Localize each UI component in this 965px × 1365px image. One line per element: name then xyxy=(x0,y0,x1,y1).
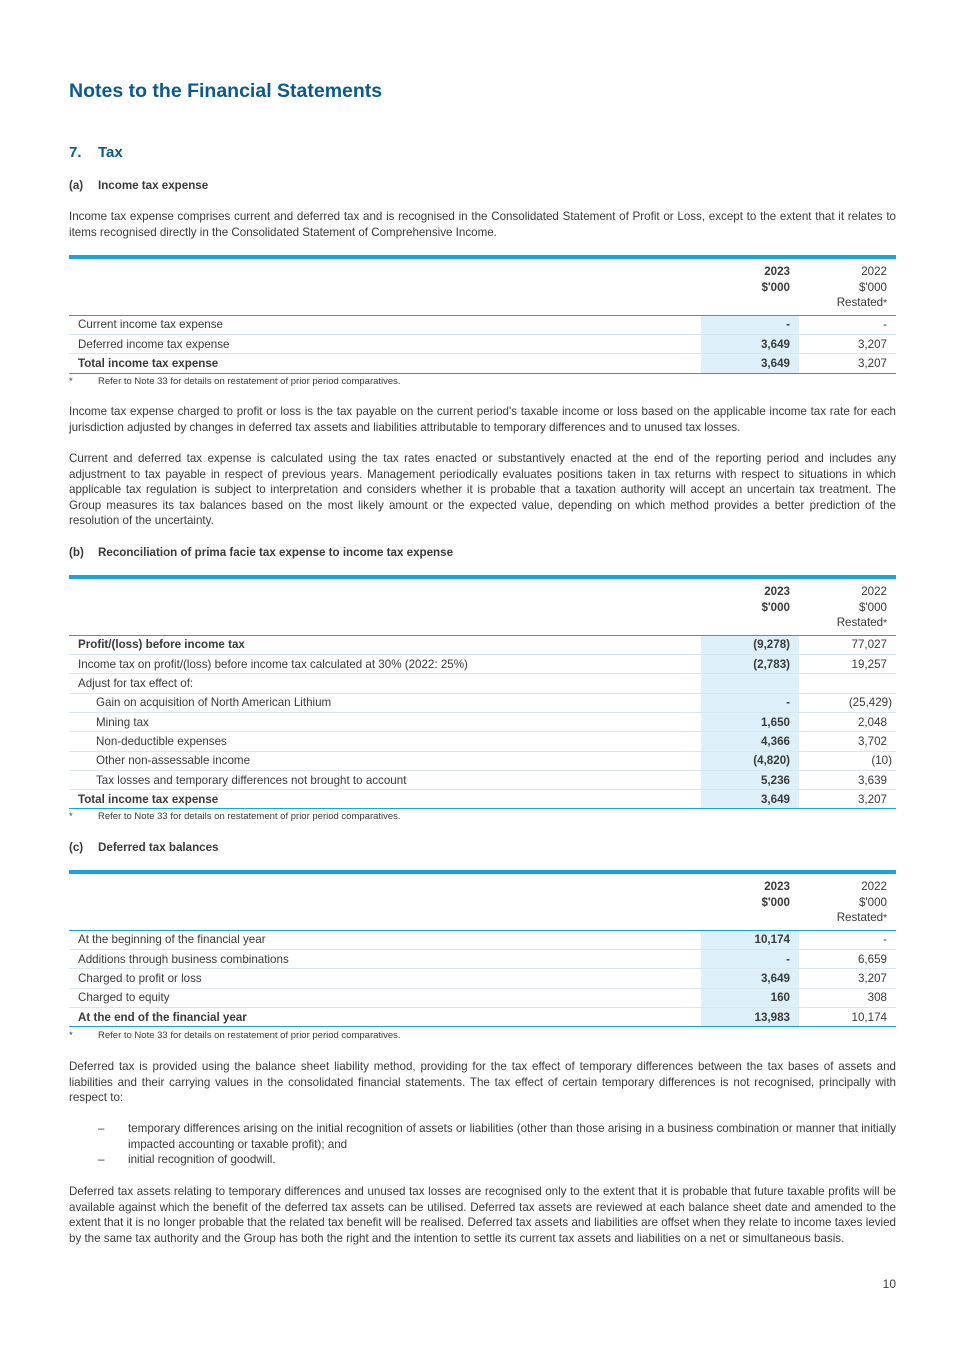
list-item-text: temporary differences arising on the initial recognition of assets or liabilities (other than those arising in a business combination or manner that initially impacted accounting or taxable profit); and xyxy=(128,1122,896,1151)
row-label: Additions through business combinations xyxy=(69,950,701,969)
row-label: Charged to profit or loss xyxy=(69,969,701,988)
header-2022-line xyxy=(799,895,887,911)
total-label: Total income tax expense xyxy=(69,790,701,809)
income-tax-intro: Income tax expense comprises current and deferred tax and is recognised in the Consolidated Statement of Profit or Loss, except to the extent that it relates to items recognised directly in the Consolidated Statement of Comprehensive Income. xyxy=(69,210,896,239)
header-2022-line xyxy=(799,910,887,927)
total-row xyxy=(69,1007,896,1026)
value-2022: 3,702 xyxy=(799,732,896,751)
value-2023: 3,649 xyxy=(701,969,799,988)
header-2022-line xyxy=(799,295,887,312)
row-label: Non-deductible expenses xyxy=(69,732,701,751)
value-2022: 3,207 xyxy=(799,335,896,354)
footnote-a xyxy=(69,376,401,387)
table-row xyxy=(69,315,896,334)
footnote-b xyxy=(69,811,401,822)
table-row xyxy=(69,732,896,751)
deferred-tax-exceptions-list xyxy=(69,1121,896,1168)
value-2022: - xyxy=(799,315,896,334)
total-row xyxy=(69,790,896,809)
table-header-row xyxy=(69,257,896,315)
total-2022: 3,207 xyxy=(799,790,896,809)
total-2023: 3,649 xyxy=(701,790,799,809)
value-2022: (10) xyxy=(799,751,896,770)
subsection-b-heading xyxy=(69,546,453,559)
header-2022-line xyxy=(799,280,887,296)
dash-bullet: – xyxy=(98,1122,105,1135)
header-2023-line: 2023 xyxy=(764,265,790,278)
deferred-tax-para-1: Deferred tax is provided using the balance sheet liability method, providing for the tax effect of temporary differences between the tax bases of assets and liabilities and their carrying values in the consolidated financial statements. The tax effect of certain temporary differences is not recognised, principally with respect to: xyxy=(69,1060,896,1105)
table-row xyxy=(69,969,896,988)
table-row xyxy=(69,635,896,654)
header-2022-text: Restated xyxy=(836,616,884,630)
restated-asterisk: * xyxy=(883,618,887,630)
list-item-text: initial recognition of goodwill. xyxy=(128,1153,276,1167)
value-2023: (9,278) xyxy=(701,635,799,654)
row-label: Adjust for tax effect of: xyxy=(69,674,701,693)
total-label: Total income tax expense xyxy=(69,354,701,373)
row-label: Profit/(loss) before income tax xyxy=(69,635,701,654)
section-heading xyxy=(69,144,123,161)
total-2023: 13,983 xyxy=(701,1007,799,1026)
header-2023-line: $'000 xyxy=(761,280,790,294)
footnote-text: Refer to Note 33 for details on restatement of prior period comparatives. xyxy=(98,376,401,387)
footnote-text: Refer to Note 33 for details on restatement of prior period comparatives. xyxy=(98,1030,401,1041)
value-2022: 308 xyxy=(799,988,896,1007)
dash-bullet: – xyxy=(98,1153,105,1167)
page-number: 10 xyxy=(882,1277,896,1291)
header-2023-line: $'000 xyxy=(761,600,790,614)
header-2022 xyxy=(799,257,896,315)
total-2022: 10,174 xyxy=(799,1007,896,1026)
deferred-tax-para-2: Deferred tax assets relating to temporary differences and unused tax losses are recognised only to the extent that it is probable that future taxable profits will be available against which the benefit of the deferred tax assets can be utilised. Deferred tax assets are reviewed at each balance sheet date and amended to the extent that it is no longer probable that the related tax benefit will be realised. Deferred tax assets and liabilities are offset when they relate to income taxes levied by the same tax authority and the Group has both the right and the intention to settle its current tax assets and liabilities on a net or simultaneous basis. xyxy=(69,1185,896,1245)
table-row xyxy=(69,693,896,712)
subsection-a-title: Income tax expense xyxy=(98,179,209,192)
value-2022 xyxy=(799,674,896,693)
subsection-c-label: (c) xyxy=(69,841,84,854)
row-label: Deferred income tax expense xyxy=(69,335,701,354)
value-2023: (4,820) xyxy=(701,751,799,770)
table-row xyxy=(69,674,896,693)
header-2022-text: $'000 xyxy=(858,895,887,909)
table-row xyxy=(69,335,896,354)
value-2023 xyxy=(701,674,799,693)
header-2022 xyxy=(799,577,896,635)
row-label: Charged to equity xyxy=(69,988,701,1007)
header-blank xyxy=(69,577,701,635)
value-2022: 77,027 xyxy=(799,635,896,654)
value-2023: 3,649 xyxy=(701,335,799,354)
value-2022: 3,639 xyxy=(799,770,896,789)
income-tax-para-1: Income tax expense charged to profit or loss is the tax payable on the current period's taxable income or loss based on the applicable income tax rate for each jurisdiction adjusted by changes in deferred tax assets and liabilities attributable to temporary differences and to unused tax losses. xyxy=(69,405,896,434)
value-2023: 1,650 xyxy=(701,712,799,731)
footnote-marker: * xyxy=(69,811,73,822)
page-title: Notes to the Financial Statements xyxy=(69,80,383,102)
value-2023: 5,236 xyxy=(701,770,799,789)
table-row xyxy=(69,751,896,770)
value-2022: 19,257 xyxy=(799,655,896,674)
total-row xyxy=(69,354,896,373)
table-row xyxy=(69,655,896,674)
table-header-row xyxy=(69,872,896,930)
section-number: 7. xyxy=(69,144,82,161)
total-label: At the end of the financial year xyxy=(69,1007,701,1026)
value-2023: 160 xyxy=(701,988,799,1007)
row-label: Tax losses and temporary differences not brought to account xyxy=(69,770,701,789)
row-label: Gain on acquisition of North American Lithium xyxy=(69,693,701,712)
reconciliation-table xyxy=(69,575,896,809)
list-item xyxy=(69,1152,896,1168)
footnote-marker: * xyxy=(69,1030,73,1041)
value-2023: 10,174 xyxy=(701,930,799,949)
header-2022-line xyxy=(799,584,887,600)
value-2022: - xyxy=(799,930,896,949)
header-blank xyxy=(69,872,701,930)
subsection-c-heading xyxy=(69,841,219,854)
header-2022-text: 2022 xyxy=(861,585,887,598)
row-label: Other non-assessable income xyxy=(69,751,701,770)
table-row xyxy=(69,712,896,731)
subsection-b-title: Reconciliation of prima facie tax expense to income tax expense xyxy=(98,546,454,559)
subsection-a-label: (a) xyxy=(69,179,84,192)
footnote-text: Refer to Note 33 for details on restatement of prior period comparatives. xyxy=(98,811,401,822)
row-label: Mining tax xyxy=(69,712,701,731)
row-label: Income tax on profit/(loss) before income tax calculated at 30% (2022: 25%) xyxy=(69,655,701,674)
value-2023: - xyxy=(701,693,799,712)
restated-asterisk: * xyxy=(883,913,887,925)
footnote-c xyxy=(69,1030,401,1041)
income-tax-para-2: Current and deferred tax expense is calculated using the tax rates enacted or substantively enacted at the end of the reporting period and includes any adjustment to tax payable in respect of previous years. Management periodically evaluates positions taken in tax returns with respect to situations in which applicable tax regulation is subject to interpretation and considers whether it is probable that a taxation authority will accept an uncertain tax treatment. The Group measures its tax balances based on the most likely amount or the expected value, depending on which method provides a better prediction of the resolution of the uncertainty. xyxy=(69,452,896,528)
header-2023-line: 2023 xyxy=(764,880,790,893)
deferred-tax-table xyxy=(69,870,896,1027)
value-2022: 2,048 xyxy=(799,712,896,731)
total-2022: 3,207 xyxy=(799,354,896,373)
header-2022-text: $'000 xyxy=(858,600,887,614)
header-2022 xyxy=(799,872,896,930)
table-header-row xyxy=(69,577,896,635)
header-2022-line xyxy=(799,615,887,632)
header-2022-line xyxy=(799,264,887,280)
header-2023-line: $'000 xyxy=(761,895,790,909)
value-2023: (2,783) xyxy=(701,655,799,674)
value-2023: - xyxy=(701,950,799,969)
value-2022: (25,429) xyxy=(799,693,896,712)
header-blank xyxy=(69,257,701,315)
subsection-b-label: (b) xyxy=(69,546,84,559)
header-2022-text: 2022 xyxy=(861,880,887,893)
row-label: At the beginning of the financial year xyxy=(69,930,701,949)
header-2022-text: Restated xyxy=(836,911,884,925)
header-2022-text: 2022 xyxy=(861,265,887,278)
header-2023-line: 2023 xyxy=(764,585,790,598)
subsection-a-heading xyxy=(69,179,208,192)
header-2022-line xyxy=(799,600,887,616)
row-label: Current income tax expense xyxy=(69,315,701,334)
table-row xyxy=(69,988,896,1007)
value-2023: - xyxy=(701,315,799,334)
subsection-c-title: Deferred tax balances xyxy=(98,841,219,854)
footnote-marker: * xyxy=(69,376,73,387)
header-2023 xyxy=(701,257,799,315)
header-2022-text: $'000 xyxy=(858,280,887,294)
value-2023: 4,366 xyxy=(701,732,799,751)
value-2022: 3,207 xyxy=(799,969,896,988)
table-row xyxy=(69,930,896,949)
list-item xyxy=(69,1121,896,1152)
table-row xyxy=(69,770,896,789)
income-tax-table xyxy=(69,255,896,374)
header-2023 xyxy=(701,577,799,635)
header-2023 xyxy=(701,872,799,930)
header-2022-text: Restated xyxy=(836,296,884,310)
restated-asterisk: * xyxy=(883,298,887,310)
header-2022-line xyxy=(799,879,887,895)
value-2022: 6,659 xyxy=(799,950,896,969)
section-title: Tax xyxy=(98,144,123,161)
total-2023: 3,649 xyxy=(701,354,799,373)
table-row xyxy=(69,950,896,969)
